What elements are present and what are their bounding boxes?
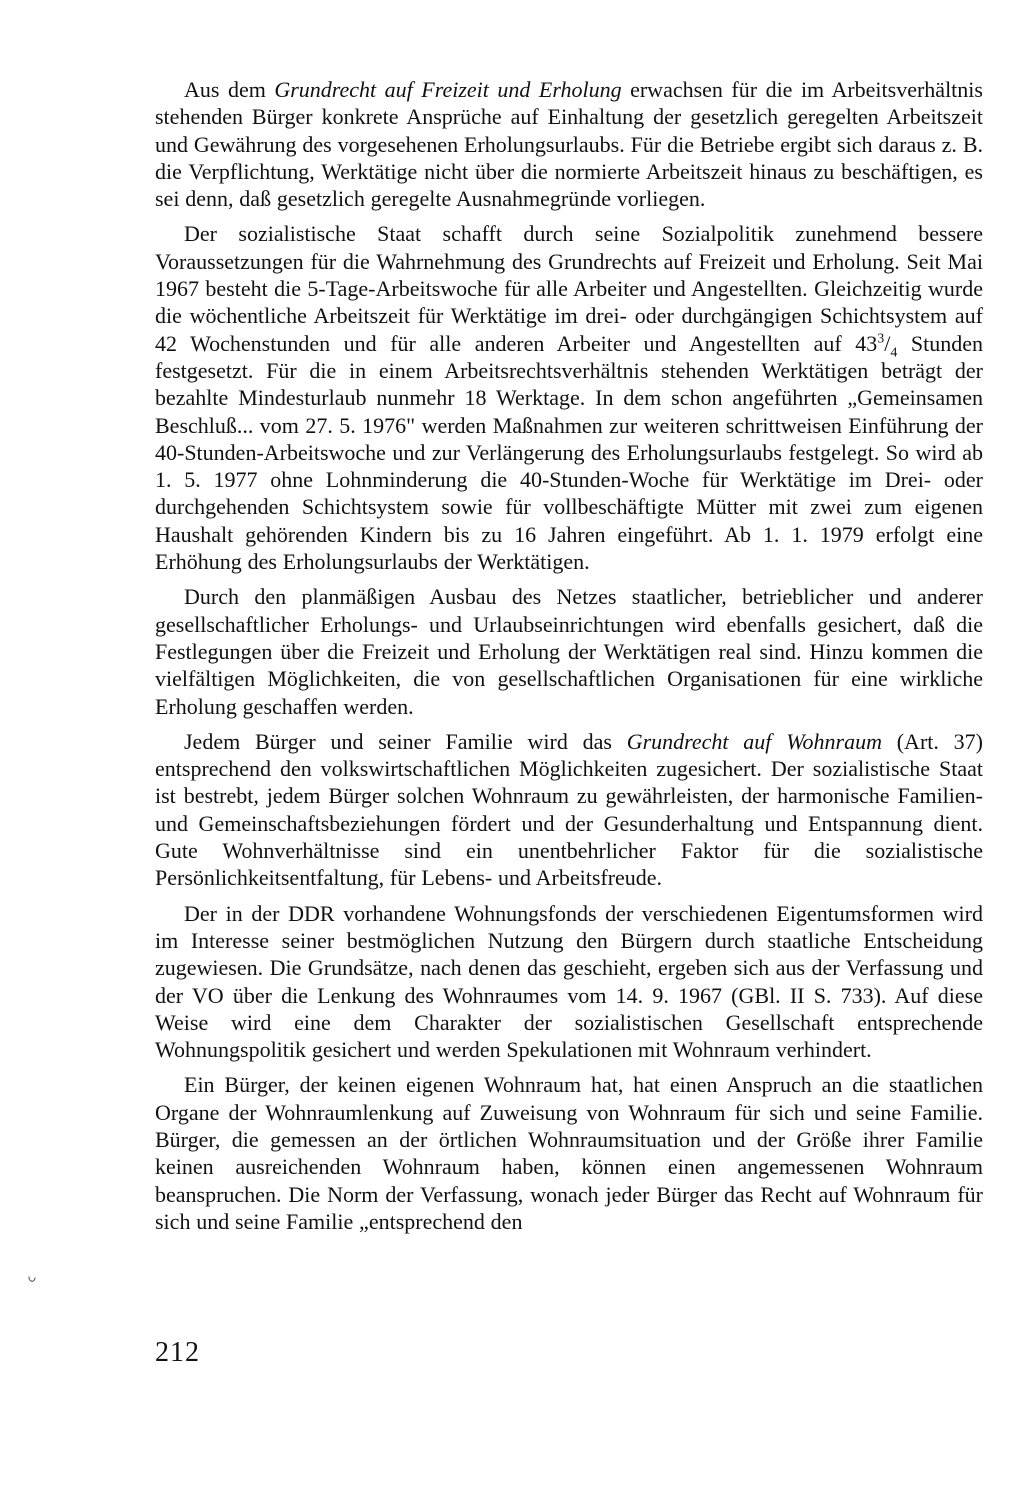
emphasized-text: Grundrecht auf Freizeit und Erholung <box>274 77 622 102</box>
body-text <box>155 76 983 1243</box>
paragraph-text-segment: / <box>884 330 891 356</box>
emphasized-text: Grundrecht auf Wohnraum <box>626 728 882 754</box>
paragraph-4 <box>155 728 983 892</box>
paragraph-2 <box>155 220 983 575</box>
page-number: 212 <box>155 1337 200 1368</box>
paragraph-5 <box>155 900 983 1064</box>
paragraph-text-segment: (Art. 37) entsprechend den volkswirtschaftlichen Möglichkeiten zugesichert. Der sozialistische Staat ist bestrebt, jedem Bürger solchen Wohnraum zu gewährleisten, der harmonische Familien- und Gemeinschaftsbeziehungen fördert und der Gesunderhaltung und Entspannung dient. Gute Wohnverhältnisse sind ein unentbehrlicher Faktor für die sozialistische Persönlichkeitsentfaltung, für Lebens- und Arbeitsfreude. <box>155 728 983 891</box>
paragraph-text-segment: erwachsen für die im Arbeitsverhältnis stehenden Bürger konkrete Ansprüche auf Einhaltung der gesetzlich geregelten Arbeitszeit und Gewährung des vorgesehenen Erholungsurlaubs. Für die Betriebe ergibt sich daraus z. B. die Verpflichtung, Werktätige nicht über die normierte Arbeitszeit hinaus zu beschäftigen, es sei denn, daß gesetzlich geregelte Ausnahmegründe vorliegen. <box>155 77 983 212</box>
paragraph-text-segment: 3 <box>877 331 885 347</box>
margin-mark-icon <box>27 1275 37 1285</box>
paragraph-text-segment: 4 <box>890 345 898 361</box>
paragraph-text-segment: Der sozialistische Staat schafft durch seine Sozialpolitik zunehmend bessere Voraussetzungen für die Wahrnehmung des Grundrechts auf Freizeit und Erholung. Seit Mai 1967 besteht die 5-Tage-Arbeitswoche für alle Arbeiter und Angestellten. Gleichzeitig wurde die wöchentliche Arbeitszeit für Werktätige im drei- oder durchgängigen Schichtsystem auf 42 Wochenstunden und für alle anderen Arbeiter und Angestellten auf 43 <box>155 221 983 356</box>
paragraph-text-segment: Aus dem <box>184 77 275 102</box>
paragraph-6 <box>155 1071 983 1235</box>
paragraph-text-segment: Jedem Bürger und seiner Familie wird das <box>184 728 627 754</box>
paragraph-text-segment: Ein Bürger, der keinen eigenen Wohnraum hat, hat einen Anspruch an die staatlichen Organe der Wohnraumlenkung auf Zuweisung von Wohnraum für sich und seine Familie. Bürger, die gemessen an der örtlichen Wohnraumsituation und der Größe ihrer Familie keinen ausreichenden Wohnraum haben, können einen angemessenen Wohnraum beanspruchen. Die Norm der Verfassung, wonach jeder Bürger das Recht auf Wohnraum für sich und seine Familie „entsprechend den <box>155 1072 983 1234</box>
paragraph-text-segment: Der in der DDR vorhandene Wohnungsfonds der verschiedenen Eigentumsformen wird im Interesse seiner bestmöglichen Nutzung den Bürgern durch staatliche Entscheidung zugewiesen. Die Grundsätze, nach denen das geschieht, ergeben sich aus der Verfassung und der VO über die Lenkung des Wohnraumes vom 14. 9. 1967 (GBl. II S. 733). Auf diese Weise wird eine dem Charakter der sozialistischen Gesellschaft entsprechende Wohnungspolitik gesichert und werden Spekulationen mit Wohnraum verhindert. <box>155 900 983 1063</box>
paragraph-3 <box>155 583 983 719</box>
paragraph-text-segment: Stunden festgesetzt. Für die in einem Arbeitsrechtsverhältnis stehenden Werktätigen beträgt der bezahlte Mindesturlaub nunmehr 18 Werktage. In dem schon angeführten „Gemeinsamen Beschluß... vom 27. 5. 1976" werden Maßnahmen zur weiteren schrittweisen Einführung der 40-Stunden-Arbeitswoche und zur Verlängerung des Erholungsurlaubs festgelegt. So wird ab 1. 5. 1977 ohne Lohnminderung die 40-Stunden-Woche für Werktätige im Drei- oder durchgehenden Schichtsystem sowie für vollbeschäftigte Mütter mit zwei zum eigenen Haushalt gehörenden Kindern bis zu 16 Jahren eingeführt. Ab 1. 1. 1979 erfolgt eine Erhöhung des Erholungsurlaubs der Werktätigen. <box>155 330 984 575</box>
paragraph-text-segment: Durch den planmäßigen Ausbau des Netzes staatlicher, betrieblicher und anderer gesellschaftlicher Erholungs- und Urlaubseinrichtungen wird ebenfalls gesichert, daß die Festlegungen über die Freizeit und Erholung der Werktätigen real sind. Hinzu kommen die vielfältigen Möglichkeiten, die von gesellschaftlichen Organisationen für eine wirkliche Erholung geschaffen werden. <box>155 584 983 719</box>
paragraph-1 <box>155 76 983 212</box>
